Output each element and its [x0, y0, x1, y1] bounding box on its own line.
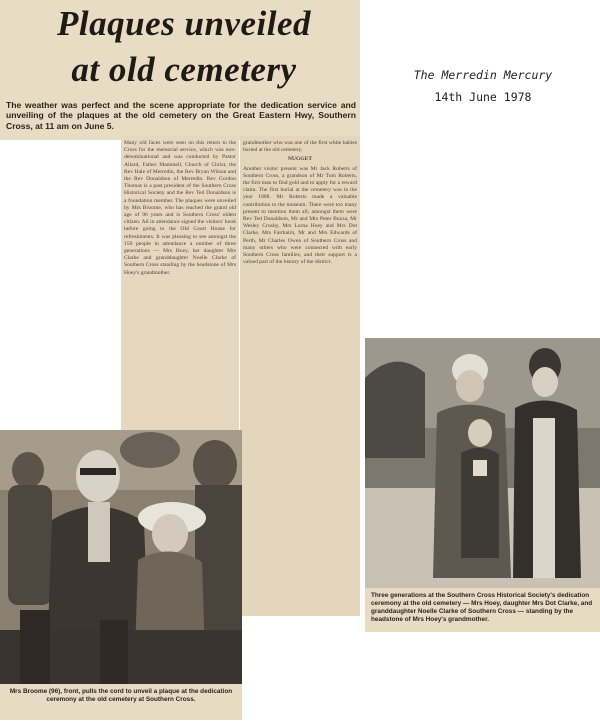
publication-name: The Merredin Mercury	[413, 68, 553, 82]
headline-line-2: at old cemetery	[71, 50, 297, 89]
column-2-text-a: grandmother who was one of the first white babies buried at the old cemetery.	[243, 140, 357, 154]
photo-three-generations-image	[365, 338, 600, 588]
caption-left: Mrs Broome (96), front, pulls the cord to unveil a plaque at the dedication ceremony at the old cemetery at Southern Cross.	[0, 684, 242, 720]
subhead-nugget: NUGGET	[287, 156, 313, 163]
article-column-2	[240, 136, 360, 616]
photo-ceremony-image	[0, 430, 242, 684]
photo-ceremony	[0, 430, 242, 720]
publication-date: 14th June 1978	[434, 90, 532, 104]
headline-block	[0, 0, 360, 140]
photo-three-generations	[365, 338, 600, 588]
intro-paragraph: The weather was perfect and the scene appropriate for the dedication service and unveiling of the plaques at the old cemetery on the Great Eastern Hwy, Southern Cross, at 11 am on June 5.	[6, 100, 356, 131]
headline-line-1: Plaques unveiled	[57, 4, 311, 43]
column-2-text-b: Another visitor present was Mr Jack Roberts of Southern Cross, a grandson of Mr Tom Roberts, the first man to find gold and to apply for a reward claim. The first burial at the cemetery was in the year 1888. Mr Roberts made a valuable contribution to the museum. There were too many present to mention them all; amongst them were Rev Ted Donaldson, Mr and Mrs Peter Buzza, Mr Wesley Crosby, Mrs Lorna Hoey and Mrs Dot Clarke, Mrs Fairbairn, Mr and Mrs Edwards of Perth, Mr Charles Owen of Southern Cross and many others who were connected with early Southern Cross families, and their support is a valued part of the history of the district.	[243, 165, 357, 266]
column-2-text	[243, 140, 357, 612]
article-column-1	[121, 136, 239, 436]
column-1-text: Many old faces were seen on this return to the Cross for the memorial service, which was non-denominational and was conducted by Pastor Allard, Father Mammell, Church of Christ, the Rev Hale of Merredin, the Rev Bryan Wilson and the Rev Donaldson of Merredin. Rev Gordon Thomas is a past president of the Southern Cross Historical Society and the Rev Ted Donaldson is a foundation member. The plaques were unveiled by Mrs Broome, who has reached the grand old age of 96 years and is Southern Cross' oldest citizen. All in attendance signed the visitors' book before going to the Old Court House for refreshments. It was pleasing to see amongst the 150 people in attendance a number of three generations — Mrs Hoey, her daughter Mrs Clarke and granddaughter Noelle Clarke of Southern Cross standing by the headstone of Mrs Hoey's grandmother.	[124, 140, 236, 276]
caption-right: Three generations at the Southern Cross Historical Society's dedication ceremony at the old cemetery — Mrs Hoey, daughter Mrs Dot Clarke, and granddaughter Noelle Clarke of Southern Cross — standing by the headstone of Mrs Hoey's grandmother.	[365, 588, 600, 632]
